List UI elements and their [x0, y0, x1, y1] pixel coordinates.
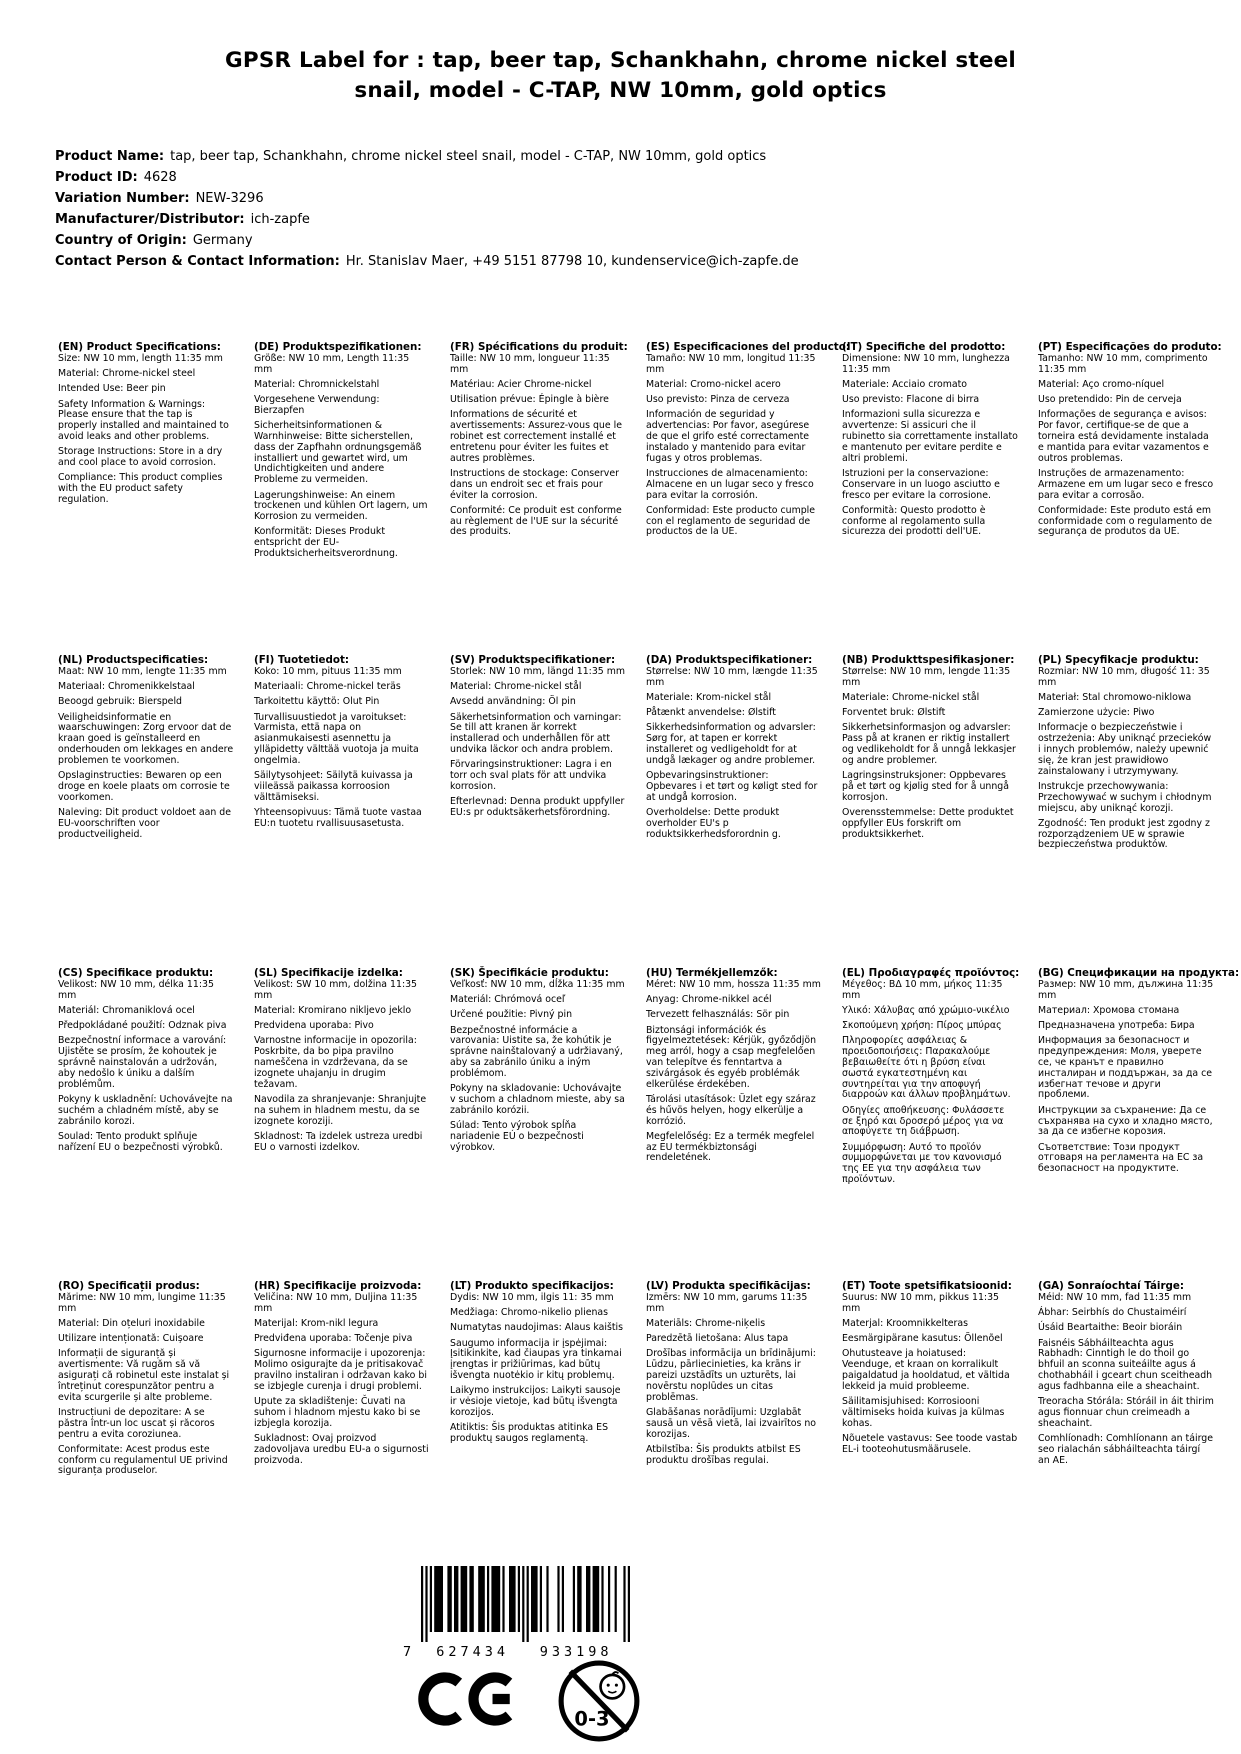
spec-paragraph: Intended Use: Beer pin	[58, 383, 166, 395]
spec-paragraph: Mărime: NW 10 mm, lungime 11:35 mm	[58, 1291, 226, 1314]
spec-header: (EL) Προδιαγραφές προϊόντος:	[842, 967, 1020, 979]
spec-paragraph: Tervezett felhasználás: Sör pin	[646, 1009, 790, 1021]
spec-block-nl	[58, 655, 234, 968]
spec-block-hu	[646, 968, 822, 1281]
barcode-bar	[487, 1566, 489, 1632]
ce-mark-icon	[417, 1670, 521, 1728]
product-info-label: Product ID:	[55, 170, 138, 185]
barcode-bar	[447, 1566, 451, 1632]
spec-paragraph: Uso previsto: Flacone di birra	[842, 394, 980, 406]
spec-paragraph: Dydis: NW 10 mm, ilgis 11: 35 mm	[450, 1291, 614, 1303]
spec-paragraph: Saugumo informacija ir įspėjimai: Įsitikinkite, kad čiaupas yra tinkamai įrengtas ir prižiūrimas, kad būtų išvengta nuotėkio ir kitų problemų.	[450, 1337, 622, 1382]
spec-paragraph: Safety Information & Warnings: Please ensure that the tap is properly installed and maintained to avoid leaks and other problems.	[58, 398, 229, 443]
spec-block-it	[842, 342, 1018, 655]
spec-paragraph: Tamaño: NW 10 mm, longitud 11:35 mm	[646, 352, 816, 375]
spec-block-lt	[450, 1281, 626, 1594]
spec-paragraph: Sukladnost: Ovaj proizvod zadovoljava uredbu EU-a o sigurnosti proizvoda.	[254, 1433, 429, 1466]
spec-block-hr	[254, 1281, 430, 1594]
spec-paragraph: Nõuetele vastavus: See toode vastab EL-i tooteohutusmäärusele.	[842, 1433, 1018, 1455]
spec-paragraph: Lagerungshinweise: An einem trockenen und kühlen Ort lagern, um Korrosion zu vermeiden.	[254, 489, 428, 523]
spec-paragraph: Conformité: Ce produit est conforme au règlement de l'UE sur la sécurité des produits.	[450, 504, 622, 538]
spec-block-en	[58, 342, 234, 655]
spec-paragraph: Materiál: Chromaniklová ocel	[58, 1004, 195, 1016]
spec-header: (EN) Product Specifications:	[58, 341, 221, 353]
spec-paragraph: Materiale: Acciaio cromato	[842, 378, 968, 390]
spec-header: (BG) Спецификации на продукта:	[1038, 967, 1240, 979]
spec-paragraph: Material: Chrome-nickel steel	[58, 368, 196, 380]
spec-paragraph: Materiaali: Chrome-nickel teräs	[254, 681, 401, 693]
barcode-bar	[469, 1566, 473, 1632]
spec-paragraph: Méid: NW 10 mm, fad 11:35 mm	[1038, 1291, 1192, 1303]
spec-paragraph: Предназначена употреба: Бира	[1038, 1020, 1195, 1032]
spec-paragraph: Размер: NW 10 mm, дължина 11:35 mm	[1038, 978, 1214, 1001]
spec-paragraph: Bezpečnostné informácie a varovania: Uistite sa, že kohútik je správne nainštalovaný a udržiavaný, aby sa zabránilo úniku a iným problémom.	[450, 1024, 623, 1079]
spec-paragraph: Συμμόρφωση: Αυτό το προϊόν συμμορφώνεται με τον κανονισμό της ΕΕ για την ασφάλεια των προϊόντων.	[842, 1141, 1002, 1186]
spec-paragraph: Conformitate: Acest produs este conform cu regulamentul UE privind siguranța produselor.	[58, 1443, 228, 1477]
spec-paragraph: Matériau: Acier Chrome-nickel	[450, 378, 592, 390]
spec-header: (CS) Specifikace produktu:	[58, 967, 214, 979]
spec-paragraph: Storage Instructions: Store in a dry and cool place to avoid corrosion.	[58, 446, 223, 469]
barcode-bar	[593, 1566, 600, 1632]
spec-paragraph: Predviđena uporaba: Točenje piva	[254, 1333, 413, 1345]
spec-paragraph: Ohutusteave ja hoiatused: Veenduge, et kraan on korralikult paigaldatud ja hooldatud, et vältida lekkeid ja muid probleeme.	[842, 1348, 1010, 1392]
barcode-bar	[425, 1566, 427, 1642]
spec-paragraph: Opbevaringsinstruktioner: Opbevares i et tørt og køligt sted for at undgå korrosion.	[646, 770, 818, 803]
spec-paragraph: Materiale: Chrome-nickel stål	[842, 691, 980, 703]
spec-paragraph: Avsedd användning: Öl pin	[450, 696, 576, 708]
spec-paragraph: Informazioni sulla sicurezza e avvertenze: Si assicuri che il rubinetto sia correttamente installato e mantenuto per evitare perdite e altri problemi.	[842, 409, 1018, 464]
spec-grid	[58, 341, 1240, 1594]
spec-paragraph: Velikost: SW 10 mm, dolžina 11:35 mm	[254, 978, 418, 1001]
barcode-bar	[546, 1566, 548, 1632]
spec-paragraph: Conformidade: Este produto está em conformidade com o regulamento de segurança de produtos da UE.	[1038, 504, 1213, 538]
spec-block-da	[646, 655, 822, 968]
spec-paragraph: Sicherheitsinformationen & Warnhinweise: Bitte sicherstellen, dass der Zapfhahn ordnungsgemäß installiert und gewartet wird, um Undichtigkeiten und andere Probleme zu vermeiden.	[254, 420, 422, 486]
product-info-value: 4628	[143, 170, 177, 185]
spec-paragraph: Velikost: NW 10 mm, délka 11:35 mm	[58, 978, 214, 1001]
spec-paragraph: Материал: Хромова стомана	[1038, 1004, 1180, 1016]
spec-paragraph: Информация за безопасност и предупреждения: Моля, уверете се, че кранът е правилно инсталиран и поддържан, за да се избегнат течове и други проблеми.	[1038, 1035, 1213, 1101]
spec-paragraph: Materjal: Kroomnikkelteras	[842, 1317, 968, 1329]
spec-paragraph: Drošības informācija un brīdinājumi: Lūdzu, pārliecinieties, ka krāns ir pareizi uzstādīts un uzturēts, lai novērstu noplūdes un citas problēmas.	[646, 1348, 816, 1403]
spec-paragraph: Säilytysohjeet: Säilytä kuivassa ja viileässä paikassa korroosion välttämiseksi.	[254, 770, 413, 803]
spec-paragraph: Atbilstība: Šis produkts atbilst ES produktu drošības regulai.	[646, 1443, 801, 1466]
barcode-bar	[577, 1566, 581, 1632]
spec-header: (LV) Produkta specifikācijas:	[646, 1280, 811, 1292]
barcode-bar	[454, 1566, 458, 1632]
spec-paragraph: Conformidad: Este producto cumple con el reglamento de seguridad de productos de la UE.	[646, 504, 816, 538]
barcode-digits-right: 933198	[539, 1644, 613, 1660]
spec-paragraph: Vorgesehene Verwendung: Bierzapfen	[254, 394, 380, 416]
spec-paragraph: Overensstemmelse: Dette produktet oppfyller EUs forskrift om produktsikkerhet.	[842, 807, 1014, 840]
spec-paragraph: Инструкции за съхранение: Да се съхранява на сухо и хладно място, за да се избегне корозия.	[1038, 1104, 1213, 1138]
spec-paragraph: Größe: NW 10 mm, Length 11:35 mm	[254, 352, 410, 375]
spec-block-fr	[450, 342, 626, 655]
spec-paragraph: Laikymo instrukcijos: Laikyti sausoje ir vėsioje vietoje, kad būtų išvengta korozijos.	[450, 1385, 621, 1418]
spec-block-sv	[450, 655, 626, 968]
spec-block-bg	[1038, 967, 1240, 1281]
product-info-label: Manufacturer/Distributor:	[55, 212, 245, 227]
spec-paragraph: Materiāls: Chrome-niķelis	[646, 1317, 766, 1329]
spec-paragraph: Πληροφορίες ασφάλειας & προειδοποιήσεις: Παρακαλούμε βεβαιωθείτε ότι η βρύση είναι σωστά εγκατεστημένη και συντηρείται για την αποφυγή διαρροών και άλλων προβλημάτων.	[842, 1035, 1011, 1101]
spec-paragraph: Størrelse: NW 10 mm, længde 11:35 mm	[646, 665, 818, 688]
spec-paragraph: Säkerhetsinformation och varningar: Se till att kranen är korrekt installerad och underhållen för att undvika läckor och andra problem.	[450, 711, 622, 756]
spec-paragraph: Zgodność: Ten produkt jest zgodny z rozporządzeniem UE w sprawie bezpieczeństwa produktów.	[1038, 817, 1210, 851]
spec-paragraph: Lagringsinstruksjoner: Oppbevares på et tørt og kjølig sted for å unngå korrosjon.	[842, 770, 1009, 803]
spec-paragraph: Určené použitie: Pivný pin	[450, 1009, 573, 1021]
barcode-bar	[518, 1566, 520, 1632]
spec-paragraph: Naleving: Dit product voldoet aan de EU-voorschriften voor productveiligheid.	[58, 807, 231, 840]
spec-paragraph: Biztonsági információk és figyelmeztetések: Kérjük, győződjön meg arról, hogy a csap megfelelően van telepítve és fenntartva a szivárgások és egyéb problémák elkerülése érdekében.	[646, 1024, 817, 1090]
spec-paragraph: Tarkoitettu käyttö: Olut Pin	[254, 696, 380, 708]
barcode-bar	[502, 1566, 504, 1632]
spec-block-sl	[254, 968, 430, 1281]
spec-paragraph: Størrelse: NW 10 mm, lengde 11:35 mm	[842, 665, 1011, 688]
spec-paragraph: Veličina: NW 10 mm, Duljina 11:35 mm	[254, 1291, 418, 1314]
spec-paragraph: Storlek: NW 10 mm, längd 11:35 mm	[450, 665, 625, 677]
product-info-label: Product Name:	[55, 149, 165, 164]
spec-paragraph: Materiál: Chrómová oceľ	[450, 994, 566, 1006]
barcode-bar	[540, 1566, 542, 1632]
spec-paragraph: Numatytas naudojimas: Alaus kaištis	[450, 1322, 623, 1334]
barcode-bar	[615, 1566, 617, 1632]
spec-paragraph: Material: Chrome-nickel stål	[450, 681, 582, 693]
product-info-row	[55, 230, 799, 251]
spec-block-sk	[450, 968, 626, 1281]
page-title-line2: snail, model - C-TAP, NW 10mm, gold optics	[354, 78, 887, 103]
spec-paragraph: Förvaringsinstruktioner: Lagra i en torr och sval plats för att undvika korrosion.	[450, 759, 612, 792]
spec-block-pl	[1038, 655, 1214, 968]
spec-paragraph: Úsáid Beartaithe: Beoir bioráin	[1038, 1322, 1183, 1334]
spec-header: (ES) Especificaciones del producto:	[646, 341, 850, 353]
barcode-bar	[461, 1566, 468, 1632]
spec-paragraph: Instrucciones de almacenamiento: Almacene en un lugar seco y fresco para evitar la corrosión.	[646, 467, 814, 501]
spec-header: (RO) Specificații produs:	[58, 1280, 200, 1292]
barcode-bar	[522, 1566, 524, 1642]
spec-paragraph: Zamierzone użycie: Piwo	[1038, 707, 1155, 719]
spec-paragraph: Informations de sécurité et avertissements: Assurez-vous que le robinet est correctement installé et entretenu pour éviter les fuites et autres problèmes.	[450, 409, 622, 464]
barcode-bar	[531, 1566, 538, 1632]
age-warning-0-3-icon	[556, 1658, 642, 1744]
product-info-value: Germany	[192, 233, 253, 248]
spec-paragraph: Instruções de armazenamento: Armazene em um lugar seco e fresco para evitar a corrosão.	[1038, 467, 1214, 501]
product-info-label: Variation Number:	[55, 191, 190, 206]
spec-paragraph: Atitiktis: Šis produktas atitinka ES produktų saugos reglamentą.	[450, 1422, 609, 1445]
spec-paragraph: Varnostne informacije in opozorila: Poskrbite, da bo pipa pravilno nameščena in vzdrževana, da se izognete uhajanju in drugim težavam.	[254, 1035, 417, 1090]
spec-paragraph: Οδηγίες αποθήκευσης: Φυλάσσετε σε ξηρό και δροσερό μέρος για να αποφύγετε τη διάβρωση.	[842, 1104, 1005, 1138]
barcode-bar	[608, 1566, 610, 1632]
barcode-bar	[491, 1566, 500, 1632]
spec-paragraph: Instrucțiuni de depozitare: A se păstra într-un loc uscat și răcoros pentru a evita coroziunea.	[58, 1406, 215, 1440]
spec-paragraph: Konformität: Dieses Produkt entspricht der EU-Produktsicherheitsverordnung.	[254, 526, 398, 560]
spec-paragraph: Overholdelse: Dette produkt overholder EU's p roduktsikkerhedsforordnin g.	[646, 807, 781, 840]
spec-header: (HR) Specifikacije proizvoda:	[254, 1280, 422, 1292]
barcode-bar	[557, 1566, 559, 1632]
barcode-bar	[573, 1566, 575, 1632]
product-info-row	[55, 167, 799, 188]
product-info-row	[55, 188, 799, 209]
spec-paragraph: Sikkerhedsinformation og advarsler: Sørg for, at tapen er korrekt installeret og vedligeholdt for at undgå lækager og andre problemer.	[646, 722, 816, 766]
barcode-bar	[623, 1566, 625, 1642]
spec-paragraph: Size: NW 10 mm, length 11:35 mm	[58, 352, 223, 364]
spec-paragraph: Paredzētā lietošana: Alus tapa	[646, 1333, 789, 1345]
spec-paragraph: Glabāšanas norādījumi: Uzglabāt sausā un vēsā vietā, lai izvairītos no korozijas.	[646, 1406, 817, 1440]
barcode-bar	[421, 1566, 423, 1642]
spec-paragraph: Comhlíonadh: Comhlíonann an táirge seo rialachán sábháilteachta táirgí an AE.	[1038, 1433, 1213, 1466]
product-info-value: ich-zapfe	[250, 212, 310, 227]
spec-paragraph: Υλικό: Χάλυβας από χρώμιο-νικέλιο	[842, 1004, 1010, 1016]
spec-header: (GA) Sonraíochtaí Táirge:	[1038, 1280, 1185, 1292]
spec-header: (FI) Tuotetiedot:	[254, 654, 349, 666]
spec-paragraph: Sikkerhetsinformasjon og advarsler: Pass på at kranen er riktig installert og vedlikeholdt for å unngå lekkasjer og andre problemer.	[842, 722, 1016, 766]
spec-header: (IT) Specifiche del prodotto:	[842, 341, 1006, 353]
barcode-digits-left: 627434	[436, 1644, 510, 1660]
spec-paragraph: Rozmiar: NW 10 mm, długość 11: 35 mm	[1038, 665, 1210, 688]
spec-block-et	[842, 1281, 1018, 1594]
spec-paragraph: Uso pretendido: Pin de cerveja	[1038, 394, 1182, 406]
spec-paragraph: Compliance: This product complies with the EU product safety regulation.	[58, 472, 223, 506]
spec-paragraph: Utilizare intenționată: Cuișoare	[58, 1333, 204, 1345]
spec-paragraph: Súlad: Tento výrobok spĺňa nariadenie EÚ o bezpečnosti výrobkov.	[450, 1120, 584, 1153]
spec-paragraph: Pokyny k uskladnění: Uchovávejte na suchém a chladném místě, aby se zabránilo korozi.	[58, 1093, 233, 1127]
spec-header: (DE) Produktspezifikationen:	[254, 341, 422, 353]
spec-paragraph: Informații de siguranță și avertismente: Vă rugăm să vă asigurați că robinetul este instalat și întreținut corespunzător pentru a evita scurgerile și alte probleme.	[58, 1348, 230, 1403]
spec-paragraph: Instrukcje przechowywania: Przechowywać w suchym i chłodnym miejscu, aby uniknąć korozji.	[1038, 780, 1212, 814]
product-info-value: NEW-3296	[195, 191, 264, 206]
spec-paragraph: Material: Chromnickelstahl	[254, 378, 380, 390]
spec-paragraph: Předpokládané použití: Odznak piva	[58, 1020, 227, 1032]
spec-paragraph: Yhteensopivuus: Tämä tuote vastaa EU:n tuotetu rvallisuusasetusta.	[254, 807, 422, 829]
barcode-bar	[562, 1566, 564, 1632]
spec-header: (NL) Productspecificaties:	[58, 654, 209, 666]
spec-paragraph: Informações de segurança e avisos: Por favor, certifique-se de que a torneira está devidamente instalada e mantida para evitar vazamentos e outros problemas.	[1038, 409, 1209, 464]
barcode-bar	[586, 1566, 590, 1632]
spec-header: (FR) Spécifications du produit:	[450, 341, 628, 353]
spec-paragraph: Upute za skladištenje: Čuvati na suhom i hladnom mjestu kako bi se izbjegla korozija.	[254, 1396, 421, 1429]
spec-paragraph: Σκοπούμενη χρήση: Πίρος μπύρας	[842, 1020, 1002, 1032]
spec-paragraph: Material: Cromo-nickel acero	[646, 378, 781, 390]
product-info-value: tap, beer tap, Schankhahn, chrome nickel steel snail, model - C-TAP, NW 10mm, gold optics	[170, 149, 767, 164]
spec-paragraph: Conformità: Questo prodotto è conforme al regolamento sulla sicurezza dei prodotti dell'UE.	[842, 504, 986, 538]
page-title	[0, 46, 1241, 106]
spec-paragraph: Turvallisuustiedot ja varoitukset: Varmista, että napa on asianmukaisesti asennettu ja ylläpidetty välttää vuotoja ja muita ongelmia.	[254, 711, 419, 766]
spec-paragraph: Materiał: Stal chromowo-niklowa	[1038, 691, 1192, 703]
spec-block-ro	[58, 1281, 234, 1594]
spec-paragraph: Anyag: Chrome-nikkel acél	[646, 994, 772, 1006]
spec-paragraph: Efterlevnad: Denna produkt uppfyller EU:s pr oduktsäkerhetsförordning.	[450, 796, 625, 819]
spec-header: (SL) Specifikacije izdelka:	[254, 967, 403, 979]
spec-block-el	[842, 968, 1018, 1281]
spec-paragraph: Tamanho: NW 10 mm, comprimento 11:35 mm	[1038, 352, 1208, 375]
spec-header: (SV) Produktspecifikationer:	[450, 654, 616, 666]
spec-header: (LT) Produkto specifikacijos:	[450, 1280, 614, 1292]
spec-paragraph: Beoogd gebruik: Bierspeld	[58, 696, 183, 708]
spec-paragraph: Påtænkt anvendelse: Ølstift	[646, 707, 776, 719]
spec-paragraph: Treoracha Stórála: Stóráil in áit thirim agus fionnuar chun creimeadh a sheachaint.	[1038, 1396, 1214, 1429]
spec-paragraph: Istruzioni per la conservazione: Conservare in un luogo asciutto e fresco per evitare la corrosione.	[842, 467, 1000, 501]
spec-paragraph: Opslaginstructies: Bewaren op een droge en koele plaats om corrosie te voorkomen.	[58, 770, 230, 803]
spec-paragraph: Instructions de stockage: Conserver dans un endroit sec et frais pour éviter la corrosion.	[450, 467, 619, 501]
page-title-line1: GPSR Label for : tap, beer tap, Schankhahn, chrome nickel steel	[225, 48, 1016, 73]
spec-paragraph: Bezpečnostní informace a varování: Ujistěte se prosím, že kohoutek je správně nainstalován a udržován, aby nedošlo k úniku a dalším problémům.	[58, 1035, 227, 1090]
spec-paragraph: Información de seguridad y advertencias: Por favor, asegúrese de que el grifo esté correctamente instalado y mantenido para evitar fugas y otros problemas.	[646, 409, 810, 464]
spec-paragraph: Predvidena uporaba: Pivo	[254, 1020, 374, 1032]
spec-paragraph: Medžiaga: Chromo-nikelio plienas	[450, 1307, 609, 1319]
spec-paragraph: Taille: NW 10 mm, longueur 11:35 mm	[450, 352, 610, 375]
spec-paragraph: Faisnéis Sábháilteachta agus Rabhadh: Cinntigh le do thoil go bhfuil an sconna suiteáilte agus á chothabháil i gceart chun sceitheadh agus fadhbanna eile a sheachaint.	[1038, 1337, 1213, 1392]
spec-paragraph: Suurus: NW 10 mm, pikkus 11:35 mm	[842, 1291, 999, 1314]
spec-paragraph: Utilisation prévue: Épingle à bière	[450, 394, 609, 406]
product-info-section	[55, 146, 799, 272]
spec-block-cs	[58, 968, 234, 1281]
spec-block-fi	[254, 655, 430, 968]
product-info-label: Contact Person & Contact Information:	[55, 254, 340, 269]
spec-paragraph: Materiaal: Chromenikkelstaal	[58, 681, 195, 693]
spec-header: (DA) Produktspecifikationer:	[646, 654, 813, 666]
spec-paragraph: Koko: 10 mm, pituus 11:35 mm	[254, 665, 402, 677]
spec-block-lv	[646, 1281, 822, 1594]
spec-paragraph: Materiale: Krom-nickel stål	[646, 691, 772, 703]
spec-header: (HU) Termékjellemzők:	[646, 967, 778, 979]
spec-paragraph: Maat: NW 10 mm, lengte 11:35 mm	[58, 665, 227, 677]
spec-paragraph: Materijal: Krom-nikl legura	[254, 1317, 379, 1329]
product-info-label: Country of Origin:	[55, 233, 187, 248]
spec-header: (NB) Produkttspesifikasjoner:	[842, 654, 1015, 666]
spec-paragraph: Pokyny na skladovanie: Uchovávajte v suchom a chladnom mieste, aby sa zabránilo korózii.	[450, 1083, 625, 1116]
barcode-bar	[509, 1566, 516, 1632]
barcode-bar	[628, 1566, 630, 1642]
spec-block-nb	[842, 655, 1018, 968]
spec-header: (PL) Specyfikacje produktu:	[1038, 654, 1199, 666]
spec-paragraph: Veiligheidsinformatie en waarschuwingen: Zorg ervoor dat de kraan goed is geïnstalleerd en onderhouden om lekkages en andere problemen te voorkomen.	[58, 711, 234, 766]
age-warning-text: 0-3	[574, 1707, 610, 1731]
spec-header: (SK) Špecifikácie produktu:	[450, 967, 609, 979]
spec-paragraph: Съответствие: Този продукт отговаря на регламента на ЕС за безопасност на продуктите.	[1038, 1141, 1204, 1175]
spec-paragraph: Soulad: Tento produkt splňuje nařízení EU o bezpečnosti výrobků.	[58, 1130, 223, 1153]
spec-paragraph: Eesmärgipärane kasutus: Õllenõel	[842, 1333, 1003, 1345]
spec-paragraph: Material: Kromirano nikljevo jeklo	[254, 1004, 412, 1016]
spec-header: (ET) Toote spetsifikatsioonid:	[842, 1280, 1012, 1292]
spec-paragraph: Material: Din oțeluri inoxidabile	[58, 1317, 205, 1329]
barcode-bar	[434, 1566, 443, 1632]
spec-paragraph: Megfelelőség: Ez a termék megfelel az EU termékbiztonsági rendeletének.	[646, 1130, 815, 1164]
spec-paragraph: Skladnost: Ta izdelek ustreza uredbi EU o varnosti izdelkov.	[254, 1130, 423, 1153]
barcode-bar	[478, 1566, 485, 1632]
spec-paragraph: Informacje o bezpieczeństwie i ostrzeżenia: Aby uniknąć przecieków i innych problemów, należy upewnić się, że kran jest prawidłowo zainstalowany i utrzymywany.	[1038, 722, 1212, 777]
spec-block-pt	[1038, 341, 1222, 655]
spec-header: (PT) Especificações do produto:	[1038, 341, 1222, 353]
spec-paragraph: Forventet bruk: Ølstift	[842, 707, 946, 719]
product-info-row	[55, 146, 799, 167]
spec-paragraph: Navodila za shranjevanje: Shranjujte na suhem in hladnem mestu, da se izognete koroziji.	[254, 1093, 427, 1127]
product-info-row	[55, 251, 799, 272]
spec-paragraph: Veľkosť: NW 10 mm, dĺžka 11:35 mm	[450, 978, 625, 990]
spec-paragraph: Tárolási utasítások: Üzlet egy száraz és hűvös helyen, hogy elkerülje a korrózió.	[646, 1093, 816, 1127]
barcode-digit-prefix: 7	[403, 1644, 416, 1660]
spec-paragraph: Méret: NW 10 mm, hossza 11:35 mm	[646, 978, 821, 990]
spec-paragraph: Material: Aço cromo-níquel	[1038, 378, 1165, 390]
spec-block-ga	[1038, 1281, 1214, 1594]
spec-paragraph: Μέγεθος: ΒΔ 10 mm, μήκος 11:35 mm	[842, 978, 1003, 1001]
product-info-value: Hr. Stanislav Maer, +49 5151 87798 10, kundenservice@ich-zapfe.de	[345, 254, 799, 269]
spec-paragraph: Dimensione: NW 10 mm, lunghezza 11:35 mm	[842, 352, 1010, 375]
spec-paragraph: Sigurnosne informacije i upozorenja: Molimo osigurajte da je pritisakovač pravilno instaliran i održavan kako bi se izbjegle curenja i drugi problemi.	[254, 1348, 427, 1392]
spec-paragraph: Izmērs: NW 10 mm, garums 11:35 mm	[646, 1291, 808, 1314]
ean13-barcode	[403, 1566, 648, 1660]
spec-block-es	[646, 341, 850, 655]
spec-paragraph: Säilitamisjuhised: Korrosiooni vältimiseks hoida kuivas ja külmas kohas.	[842, 1396, 1005, 1429]
spec-paragraph: Ábhar: Seirbhís do Chustaiméirí	[1038, 1307, 1187, 1319]
barcode-bar	[430, 1566, 432, 1632]
spec-paragraph: Uso previsto: Pinza de cerveza	[646, 394, 790, 406]
product-info-row	[55, 209, 799, 230]
barcode-bar	[601, 1566, 603, 1632]
spec-block-de	[254, 342, 430, 655]
barcode-bar	[527, 1566, 529, 1642]
